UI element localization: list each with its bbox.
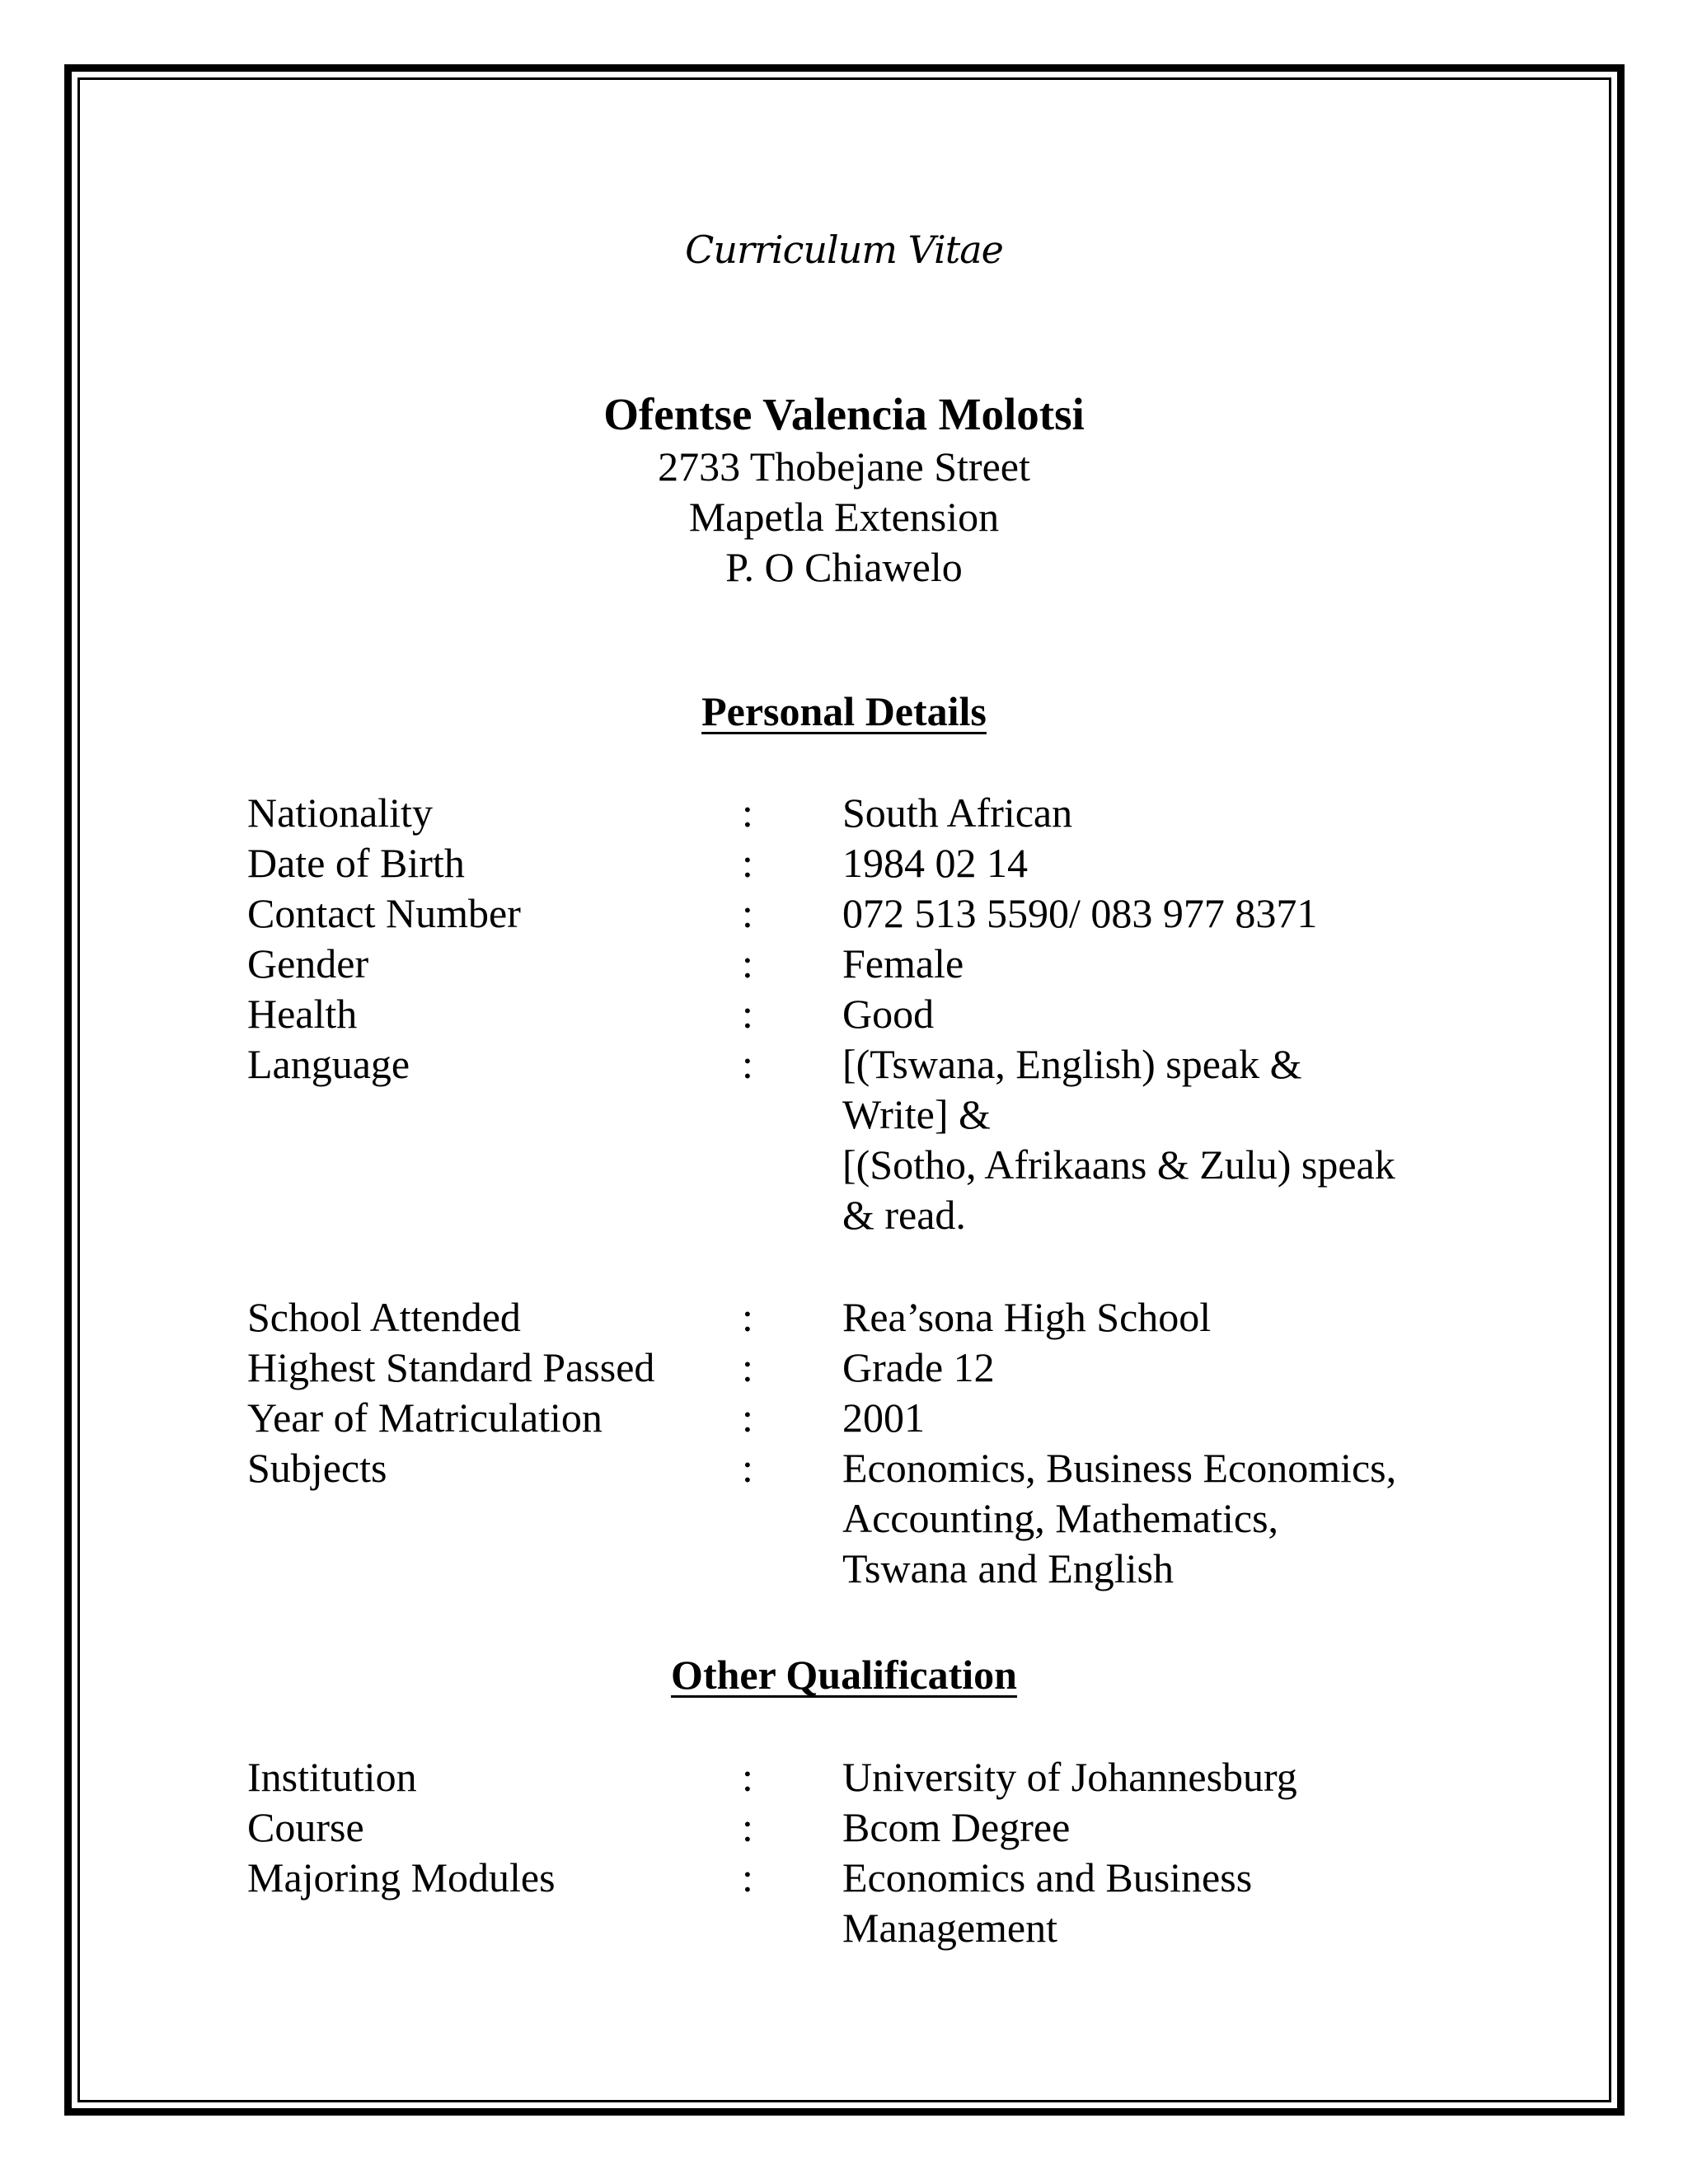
separator: : <box>742 1854 753 1900</box>
document-title: Curriculum Vitae <box>685 227 1003 272</box>
address-line: Mapetla Extension <box>688 494 1000 540</box>
separator: : <box>742 890 753 936</box>
detail-value-line: Accounting, Mathematics, <box>842 1495 1279 1541</box>
detail-label: Nationality <box>247 790 433 836</box>
detail-value <box>842 838 1469 888</box>
detail-label: Majoring Modules <box>247 1854 556 1900</box>
separator: : <box>742 1804 753 1850</box>
detail-value-line: Economics, Business Economics, <box>842 1445 1397 1491</box>
detail-value-line: 072 513 5590/ 083 977 8371 <box>842 890 1318 936</box>
detail-label: Gender <box>247 940 369 987</box>
detail-value <box>842 888 1469 939</box>
section-heading-personal-details: Personal Details <box>701 688 987 734</box>
detail-value-line: 1984 02 14 <box>842 840 1028 886</box>
separator: : <box>742 840 753 886</box>
detail-value <box>842 788 1469 838</box>
detail-label: Year of Matriculation <box>247 1394 603 1441</box>
detail-value-line: [(Tswana, English) speak & <box>842 1041 1302 1087</box>
detail-value-line: Rea’sona High School <box>842 1294 1212 1340</box>
applicant-name: Ofentse Valencia Molotsi <box>603 389 1085 439</box>
separator: : <box>742 1754 753 1800</box>
detail-label: Subjects <box>247 1445 387 1491</box>
separator: : <box>742 940 753 987</box>
separator: : <box>742 1445 753 1491</box>
detail-value-line: Write] & <box>842 1091 991 1137</box>
detail-label: Health <box>247 991 358 1037</box>
separator: : <box>742 1294 753 1340</box>
detail-value-line: South African <box>842 790 1073 836</box>
detail-label: Highest Standard Passed <box>247 1344 655 1390</box>
detail-value-line: & read. <box>842 1192 966 1238</box>
detail-value <box>842 1292 1469 1343</box>
separator: : <box>742 991 753 1037</box>
section-heading-other-qualification: Other Qualification <box>671 1652 1017 1698</box>
separator: : <box>742 1394 753 1441</box>
detail-label: Language <box>247 1041 410 1087</box>
detail-value-line: University of Johannesburg <box>842 1754 1297 1800</box>
detail-value <box>842 1802 1469 1853</box>
detail-value <box>842 939 1469 989</box>
detail-value-line: Female <box>842 940 964 987</box>
detail-value-line: Tswana and English <box>842 1545 1174 1591</box>
separator: : <box>742 1344 753 1390</box>
detail-value <box>842 1443 1469 1594</box>
detail-value <box>842 1039 1469 1240</box>
detail-label: Institution <box>247 1754 417 1800</box>
detail-label: School Attended <box>247 1294 521 1340</box>
address-block <box>0 442 1688 593</box>
address-line: 2733 Thobejane Street <box>658 443 1030 490</box>
address-line: P. O Chiawelo <box>725 544 963 590</box>
separator: : <box>742 790 753 836</box>
detail-label: Course <box>247 1804 364 1850</box>
detail-value-line: Management <box>842 1905 1058 1951</box>
detail-value-line: Economics and Business <box>842 1854 1253 1900</box>
detail-value-line: Good <box>842 991 935 1037</box>
detail-label: Date of Birth <box>247 840 465 886</box>
detail-value-line: Grade 12 <box>842 1344 995 1390</box>
detail-value-line: [(Sotho, Afrikaans & Zulu) speak <box>842 1141 1395 1188</box>
detail-value <box>842 1393 1469 1443</box>
detail-value <box>842 1343 1469 1393</box>
detail-label: Contact Number <box>247 890 521 936</box>
detail-value <box>842 1853 1469 1953</box>
detail-value-line: 2001 <box>842 1394 925 1441</box>
separator: : <box>742 1041 753 1087</box>
detail-value <box>842 1752 1469 1802</box>
detail-value-line: Bcom Degree <box>842 1804 1071 1850</box>
detail-value <box>842 989 1469 1039</box>
